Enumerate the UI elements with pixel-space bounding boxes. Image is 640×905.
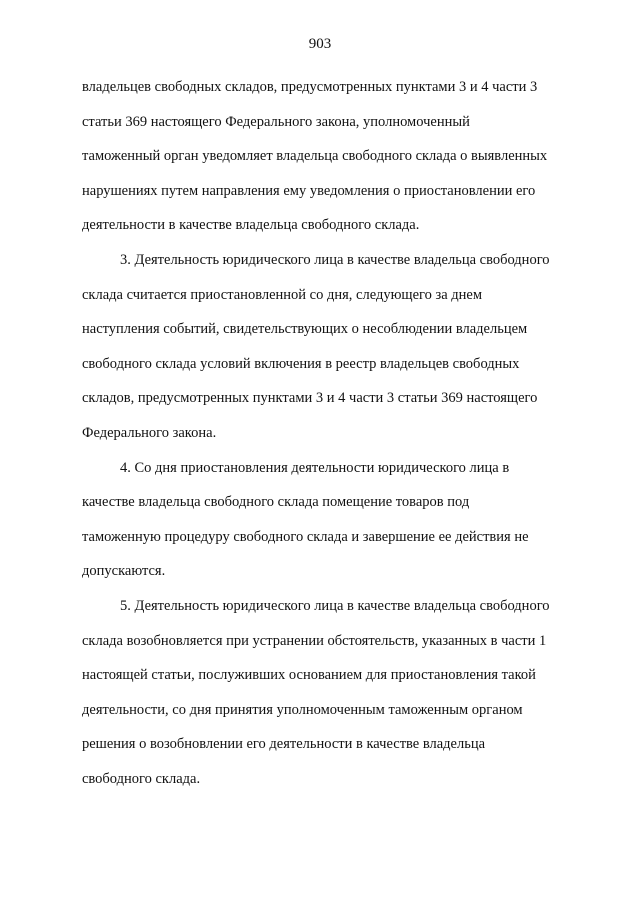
paragraph-item-3: 3. Деятельность юридического лица в качестве владельца свободного склада считается приостановленной со дня, следующего за днем наступления событий, свидетельствующих о несоблюдении владельцем свободного склада условий включения в реестр владельцев свободных складов, предусмотренных пунктами 3 и 4 части 3 статьи 369 настоящего Федерального закона. [82, 251, 550, 441]
page-number: 903 [308, 36, 332, 52]
paragraph-item-4: 4. Со дня приостановления деятельности юридического лица в качестве владельца свободного склада помещение товаров под таможенную процедуру свободного склада и завершение ее действия не допускаются. [82, 459, 529, 580]
document-body [82, 70, 560, 796]
paragraph-item-5: 5. Деятельность юридического лица в качестве владельца свободного склада возобновляется при устранении обстоятельств, указанных в части 1 настоящей статьи, послуживших основанием для приостановления такой деятельности, со дня принятия уполномоченным таможенным органом решения о возобновлении его деятельности в качестве владельца свободного склада. [82, 597, 550, 787]
paragraph-continuation: владельцев свободных складов, предусмотренных пунктами 3 и 4 части 3 статьи 369 настоящего Федерального закона, уполномоченный таможенный орган уведомляет владельца свободного склада о выявленных нарушениях путем направления ему уведомления о приостановлении его деятельности в качестве владельца свободного склада. [82, 79, 548, 234]
